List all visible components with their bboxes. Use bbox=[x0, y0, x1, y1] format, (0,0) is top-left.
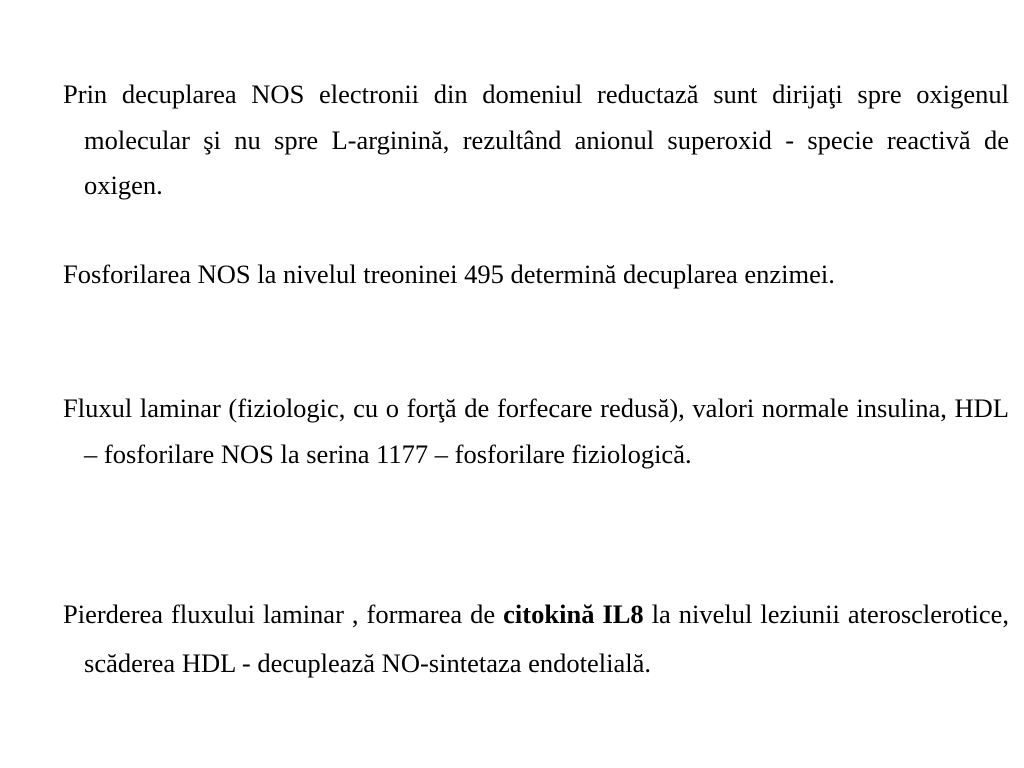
paragraph-text-before: Pierderea fluxului laminar , formarea de bbox=[63, 599, 504, 629]
paragraph-laminar-flow-loss bbox=[63, 590, 1009, 688]
paragraph-text-after: la nivelul leziunii aterosclerotice, scăderea HDL - decuplează NO-sintetaza endotelială. bbox=[84, 599, 1009, 678]
paragraph-threonine-phosphorylation: Fosforilarea NOS la nivelul treoninei 495 determină decuplarea enzimei. bbox=[63, 259, 835, 289]
cytokine-il8-emphasis: citokină IL8 bbox=[503, 599, 644, 629]
paragraph-nos-uncoupling: Prin decuplarea NOS electronii din domeniul reductază sunt dirijaţi spre oxigenul molecular şi nu spre L-arginină, rezultând anionul superoxid - specie reactivă de oxigen. bbox=[63, 79, 1009, 200]
paragraph-laminar-flow: Fluxul laminar (fiziologic, cu o forţă de forfecare redusă), valori normale insulina, HDL – fosforilare NOS la serina 1177 – fosforilare fiziologică. bbox=[63, 393, 1009, 469]
